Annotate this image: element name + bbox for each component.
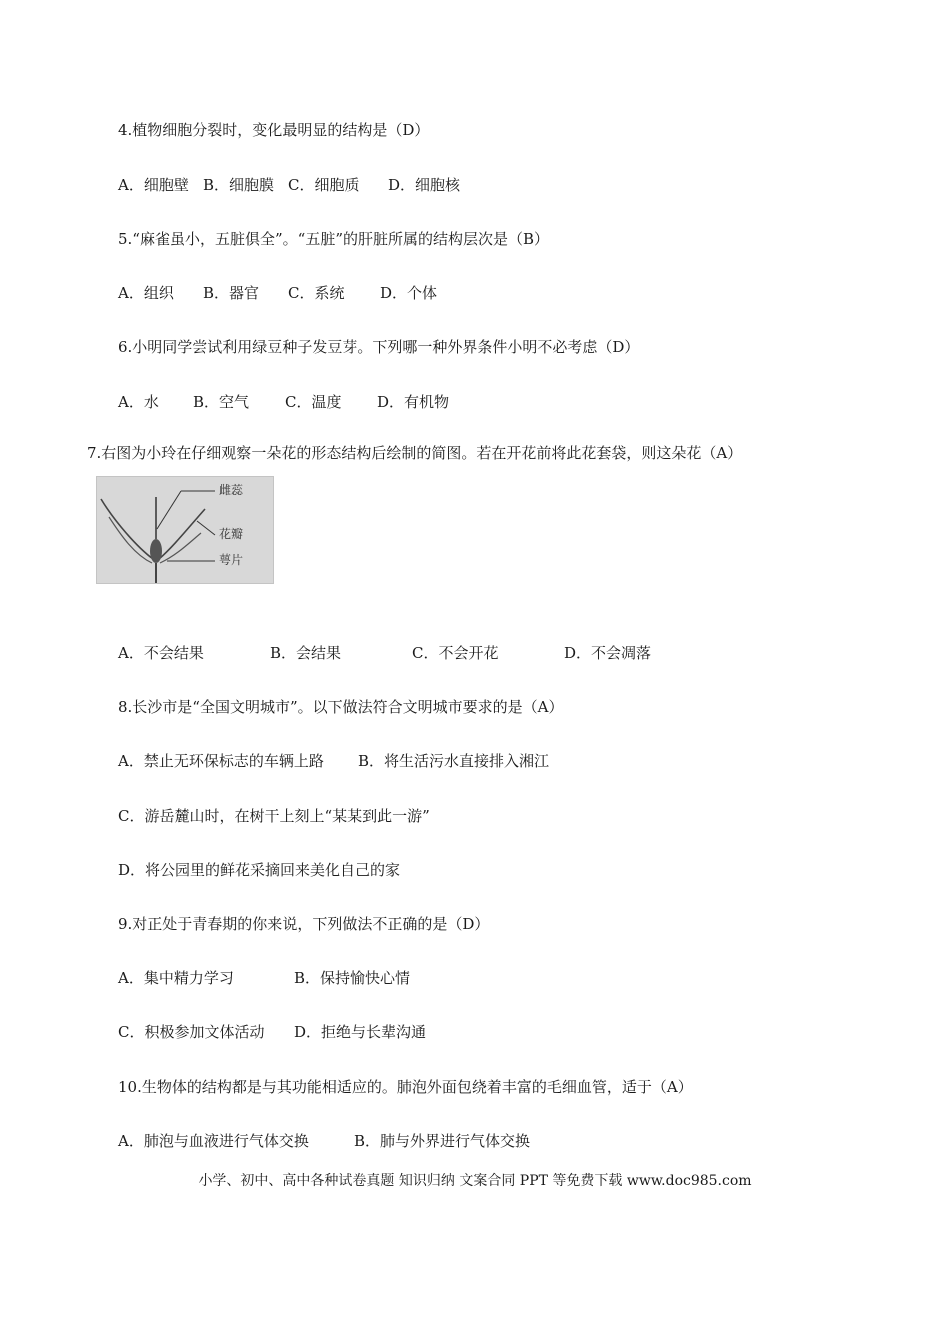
question-8-option-d: D．将公园里的鲜花采摘回来美化自己的家 — [118, 861, 401, 879]
option-d: D．拒绝与长辈沟通 — [294, 1023, 427, 1041]
question-7-stem: 7.右图为小玲在仔细观察一朵花的形态结构后绘制的简图。若在开花前将此花套袋，则这朵花（A） — [87, 444, 743, 462]
option-a: A．集中精力学习 — [118, 969, 234, 987]
left-sepal — [109, 517, 152, 563]
option-b: B．空气 — [193, 393, 250, 411]
option-d: D．不会凋落 — [564, 644, 652, 662]
question-5-options — [118, 283, 437, 303]
option-a: A．肺泡与血液进行气体交换 — [118, 1132, 309, 1150]
option-c: C．细胞质 — [288, 176, 360, 194]
option-b: B．会结果 — [270, 644, 342, 662]
question-8-options-row-1 — [118, 751, 549, 771]
question-4-options — [118, 175, 460, 195]
leader-pistil — [157, 491, 181, 529]
flower-sketch — [97, 477, 274, 584]
question-8-option-c: C．游岳麓山时，在树干上刻上“某某到此一游” — [118, 807, 430, 825]
option-a: A．细胞壁 — [118, 176, 189, 194]
label-petal: 花瓣 — [219, 527, 244, 541]
question-7-options — [118, 643, 651, 663]
option-a: A．组织 — [118, 284, 174, 302]
leader-petal — [197, 521, 215, 535]
option-d: D．细胞核 — [388, 176, 461, 194]
option-c: C．不会开花 — [412, 644, 499, 662]
question-8-stem: 8.长沙市是“全国文明城市”。以下做法符合文明城市要求的是（A） — [118, 698, 564, 716]
option-d: D．有机物 — [377, 393, 450, 411]
option-b: B．保持愉快心情 — [294, 969, 411, 987]
label-pistil: 雌蕊 — [219, 483, 244, 497]
option-c: C．积极参加文体活动 — [118, 1023, 265, 1041]
option-b: B．器官 — [203, 284, 260, 302]
option-b: B．肺与外界进行气体交换 — [354, 1132, 531, 1150]
option-a: A．不会结果 — [118, 644, 204, 662]
question-9-stem: 9.对正处于青春期的你来说，下列做法不正确的是（D） — [118, 915, 490, 933]
question-10-stem: 10.生物体的结构都是与其功能相适应的。肺泡外面包绕着丰富的毛细血管，适于（A） — [118, 1078, 693, 1096]
option-b: B．细胞膜 — [203, 176, 275, 194]
question-9-options-row-2 — [118, 1022, 426, 1042]
question-4-stem: 4.植物细胞分裂时，变化最明显的结构是（D） — [118, 121, 430, 139]
option-c: C．系统 — [288, 284, 345, 302]
question-5-stem: 5.“麻雀虽小，五脏俱全”。“五脏”的肝脏所属的结构层次是（B） — [118, 230, 550, 248]
question-6-stem: 6.小明同学尝试利用绿豆种子发豆芽。下列哪一种外界条件小明不必考虑（D） — [118, 338, 640, 356]
label-sepal: 萼片 — [219, 553, 244, 567]
ovary — [150, 539, 162, 563]
question-9-options-row-1 — [118, 968, 410, 988]
option-b: B．将生活污水直接排入湘江 — [358, 752, 550, 770]
option-d: D．个体 — [380, 284, 438, 302]
option-c: C．温度 — [285, 393, 342, 411]
left-petal — [101, 499, 153, 559]
right-petal — [159, 509, 205, 559]
option-a: A．禁止无环保标志的车辆上路 — [118, 752, 324, 770]
flower-diagram — [96, 476, 274, 584]
option-a: A．水 — [118, 393, 159, 411]
question-10-options — [118, 1131, 530, 1151]
page-footer: 小学、初中、高中各种试卷真题 知识归纳 文案合同 PPT 等免费下载 www.doc985.com — [198, 1173, 752, 1189]
question-6-options — [118, 392, 449, 412]
